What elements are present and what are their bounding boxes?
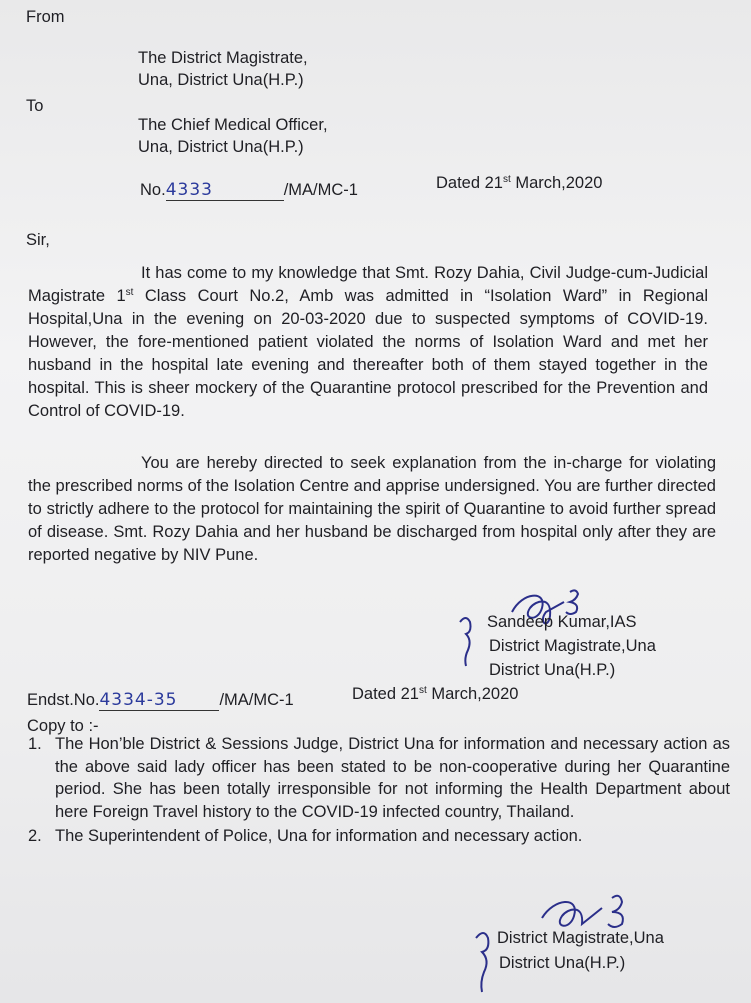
from-address-line2: Una, District Una(H.P.) xyxy=(138,71,304,89)
para1-sup: st xyxy=(125,287,134,298)
para1-text-a: It has come to my knowledge that Smt. Rozy Dahia, Civil Judge-cum-Judicial Magistrate 1 xyxy=(28,264,708,305)
signature-2-title: District Magistrate,Una xyxy=(497,929,664,947)
endorsement-date-prefix: Dated 21 xyxy=(352,685,419,703)
list-item-number: 2. xyxy=(28,827,42,845)
reference-suffix: /MA/MC-1 xyxy=(283,181,358,199)
list-item xyxy=(28,825,730,848)
endorsement-date-suffix: March,2020 xyxy=(426,685,519,703)
endorsement-prefix: Endst.No. xyxy=(27,691,100,709)
endorsement-date-sup: st xyxy=(418,685,427,696)
handwritten-endorsement-number: 4334-35 xyxy=(99,690,178,710)
endorsement-underline xyxy=(99,690,219,711)
signature-1-title: District Magistrate,Una xyxy=(489,637,656,655)
date-suffix: March,2020 xyxy=(510,174,603,192)
list-item-number: 1. xyxy=(28,735,42,753)
reference-number xyxy=(140,180,358,201)
from-address-line1: The District Magistrate, xyxy=(138,49,308,67)
date-prefix: Dated 21 xyxy=(436,174,503,192)
salutation: Sir, xyxy=(26,231,50,249)
list-item xyxy=(28,733,730,823)
list-item-text: The Superintendent of Police, Una for information and necessary action. xyxy=(55,827,583,845)
signature-2-district: District Una(H.P.) xyxy=(499,954,626,972)
signature-1-name: Sandeep Kumar,IAS xyxy=(487,613,637,631)
reference-date xyxy=(436,173,602,193)
endorsement-date xyxy=(352,684,518,704)
copy-to-label: Copy to :- xyxy=(27,717,99,735)
endorsement-number xyxy=(27,690,294,711)
body-paragraph-1 xyxy=(28,262,708,423)
signature-1-district: District Una(H.P.) xyxy=(489,661,616,679)
reference-prefix: No. xyxy=(140,181,166,199)
date-sup: st xyxy=(502,174,511,185)
endorsement-suffix: /MA/MC-1 xyxy=(219,691,294,709)
body-paragraph-2: You are hereby directed to seek explanation from the in-charge for violating the prescribed norms of the Isolation Centre and apprise undersigned. You are further directed to strictly adhere to the protocol for maintaining the spirit of Quarantine to avoid further spread of disease. Smt. Rozy Dahia and her husband be discharged from hospital only after they are reported negative by NIV Pune. xyxy=(28,454,716,564)
to-address-line2: Una, District Una(H.P.) xyxy=(138,138,304,156)
list-item-text: The Hon’ble District & Sessions Judge, District Una for information and necessary action as the above said lady officer has been stated to be non-cooperative during her Quarantine period. She has been totally irresponsible for not informing the Health Department about here Foreign Travel history to the COVID-19 infected country, Thailand. xyxy=(55,735,730,821)
from-label: From xyxy=(26,8,65,26)
copy-to-list xyxy=(28,733,730,848)
to-address-line1: The Chief Medical Officer, xyxy=(138,116,328,134)
para1-text-b: Class Court No.2, Amb was admitted in “Isolation Ward” in Regional Hospital,Una in the evening on 20-03-2020 due to suspected symptoms of COVID-19. However, the fore-mentioned patient violated the norms of Isolation Ward and met her husband in the hospital late evening and thereafter both of them stayed together in the hospital. This is sheer mockery of the Quarantine protocol prescribed for the Prevention and Control of COVID-19. xyxy=(28,287,709,420)
to-label: To xyxy=(26,97,44,115)
reference-underline xyxy=(166,180,284,201)
handwritten-reference-number: 4333 xyxy=(165,180,213,200)
